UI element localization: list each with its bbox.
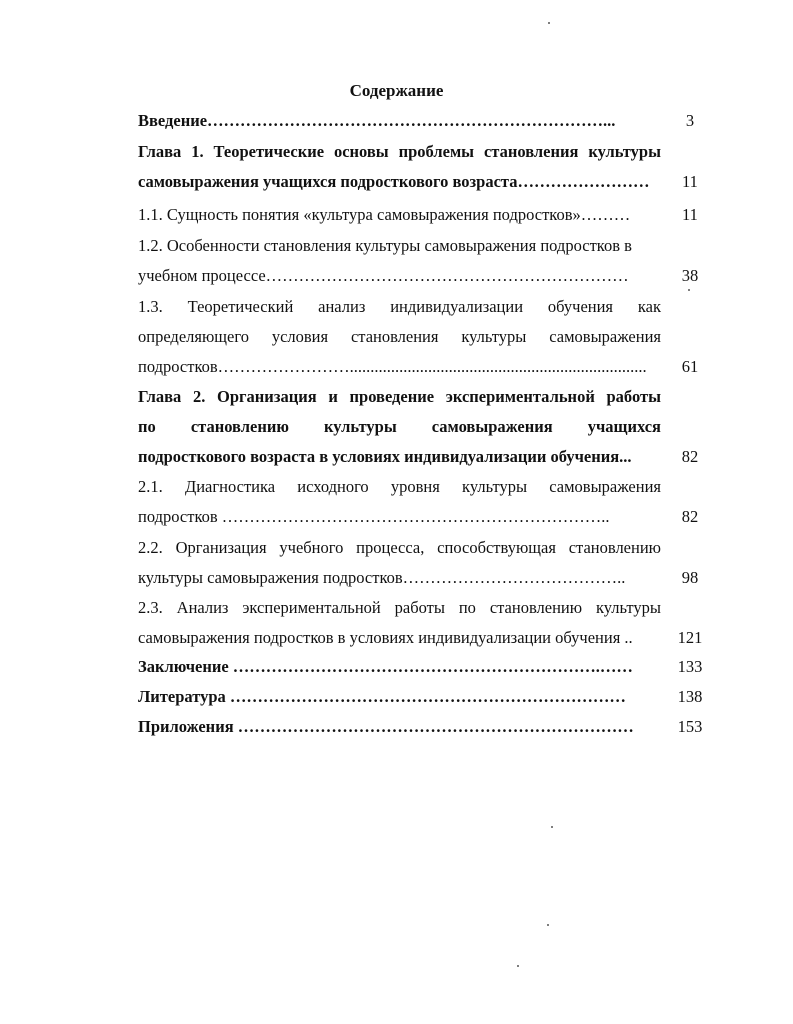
toc-entry-section-2-1-line: подростков …………………………………………………………….. — [138, 507, 610, 526]
toc-entry-chapter-2-line: подросткового возраста в условиях индивидуализации обучения... — [138, 447, 632, 466]
toc-entry-appendices: Приложения ……………………………………………………………… — [138, 717, 634, 736]
toc-entry-chapter-1-line: Глава 1. Теоретические основы проблемы становления культуры — [138, 142, 661, 161]
toc-entry-section-1-2-line: 1.2. Особенности становления культуры самовыражения подростков в — [138, 236, 632, 255]
toc-page-number: 3 — [685, 111, 695, 130]
toc-entry-section-2-2-line: культуры самовыражения подростков………………………………….. — [138, 568, 626, 587]
toc-entry-section-1-3-line: 1.3. Теоретический анализ индивидуализации обучения как — [138, 297, 661, 316]
scan-speck — [547, 924, 549, 926]
toc-entry-section-2-3-line: самовыражения подростков в условиях индивидуализации обучения .. — [138, 628, 633, 647]
toc-page-number: 82 — [681, 507, 699, 526]
toc-entry-section-1-3-line: подростков……………………........................................................................ — [138, 357, 647, 376]
scan-speck — [548, 22, 550, 24]
toc-page-number: 121 — [677, 628, 703, 647]
toc-page-number: 38 — [681, 266, 699, 285]
toc-entry-section-2-2-line: 2.2. Организация учебного процесса, способствующая становлению — [138, 538, 661, 557]
toc-entry-section-2-3-line: 2.3. Анализ экспериментальной работы по становлению культуры — [138, 598, 661, 617]
scan-speck — [551, 826, 553, 828]
toc-page-number: 153 — [677, 717, 703, 736]
toc-page-number: 138 — [677, 687, 703, 706]
toc-entry-chapter-1-line: самовыражения учащихся подросткового возраста…………………… — [138, 172, 650, 191]
scan-speck — [688, 289, 690, 291]
toc-page-number: 133 — [677, 657, 703, 676]
toc-entry-section-2-1-line: 2.1. Диагностика исходного уровня культуры самовыражения — [138, 477, 661, 496]
toc-page-number: 11 — [682, 172, 698, 191]
toc-entry-references: Литература ……………………………………………………………… — [138, 687, 626, 706]
page-title: Содержание — [349, 81, 444, 100]
toc-page-number: 61 — [681, 357, 699, 376]
toc-page-number: 98 — [681, 568, 699, 587]
toc-page-number: 82 — [681, 447, 699, 466]
toc-entry-chapter-2-line: Глава 2. Организация и проведение экспериментальной работы — [138, 387, 661, 406]
toc-entry-conclusion: Заключение ………………………………………………………….…… — [138, 657, 633, 676]
toc-entry-section-1-3-line: определяющего условия становления культуры самовыражения — [138, 327, 661, 346]
toc-entry-introduction: Введение………………………………………………………………... — [138, 111, 616, 130]
scan-speck — [517, 965, 519, 967]
toc-page-number: 11 — [682, 205, 698, 224]
toc-entry-section-1-2-line: учебном процессе………………………………………………………… — [138, 266, 629, 285]
toc-entry-section-1-1: 1.1. Сущность понятия «культура самовыражения подростков»……… — [138, 205, 631, 224]
toc-entry-chapter-2-line: по становлению культуры самовыражения учащихся — [138, 417, 661, 436]
